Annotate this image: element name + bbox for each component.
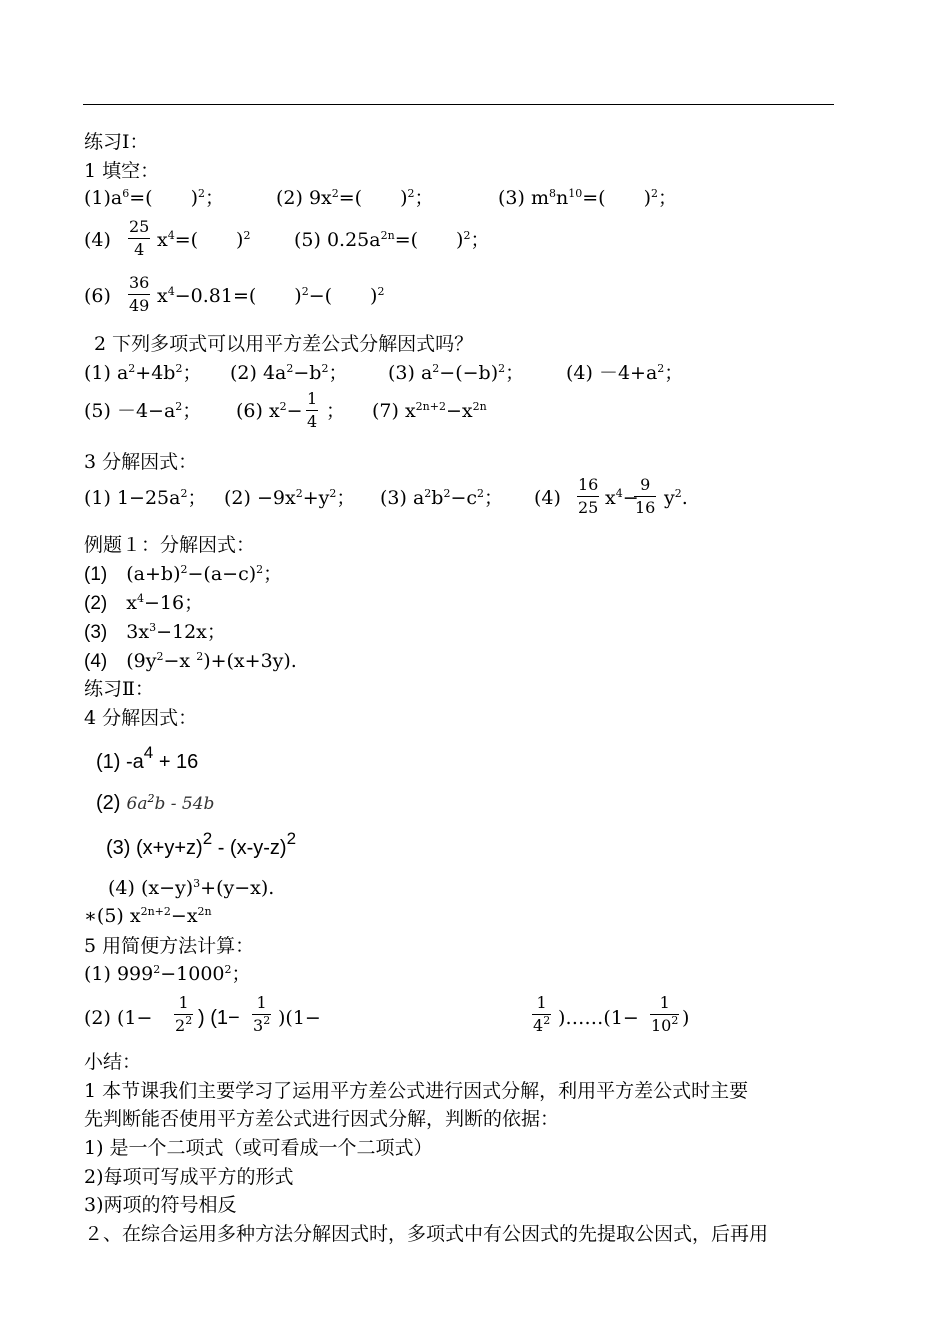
q5-item-2-start: (2) (1− bbox=[84, 1007, 153, 1029]
q1-item-5: (5) $0.25a^{2n}=$( )$^2$； bbox=[294, 229, 490, 251]
q1-item-4-rest: $x^4=$( )$^2$ bbox=[157, 229, 251, 251]
example1-item-4: (4) ($9y^2-x$ $^2$)+(x+3y). bbox=[84, 650, 297, 672]
q3-item-2: $(2) -9x^2+y^2$； bbox=[224, 487, 356, 509]
summary-line-2: 先判断能否使用平方差公式进行因式分解，判断的依据： bbox=[84, 1108, 560, 1130]
example1-item-2: (2) $x^4-16$； bbox=[84, 592, 204, 614]
q2-item-2: (2) $4a^2-b^2$； bbox=[230, 362, 348, 384]
q2-item-6-fraction: $\frac{1}{4}$ bbox=[307, 389, 318, 431]
q3-item-4-y: $y^2$. bbox=[664, 487, 688, 509]
q3-item-3: (3) $a^2b^2-c^2$； bbox=[380, 487, 504, 509]
summary-line-3: 1) 是一个二项式（或可看成一个二项式） bbox=[84, 1137, 433, 1159]
q5-item-1: (1) $999^2-1000^2$； bbox=[84, 963, 251, 985]
q2-title: 2 下列多项式可以用平方差公式分解因式吗？ bbox=[94, 333, 474, 355]
q5-frac-3: $\frac{1}{4^2}$ bbox=[533, 993, 551, 1035]
summary-line-1: 1 本节课我们主要学习了运用平方差公式进行因式分解，利用平方差公式时主要 bbox=[84, 1080, 749, 1102]
practice1-heading: 练习Ⅰ： bbox=[84, 131, 149, 153]
q3-item-4-fraction-1: $\frac{16}{25}$ bbox=[578, 475, 599, 517]
summary-line-4: 2)每项可写成平方的形式 bbox=[84, 1166, 294, 1188]
q2-item-6: (6) $x^2-$ bbox=[236, 400, 303, 422]
q1-line2 bbox=[84, 216, 704, 264]
q5-frac-1: $\frac{1}{2^2}$ bbox=[175, 993, 193, 1035]
example1-heading: 例题１：分解因式： bbox=[84, 534, 256, 556]
q4-item-4: (4) $(x-y)^3+(y-x)$. bbox=[108, 877, 275, 899]
q2-item-7: (7) $x^{2n+2}-x^{2n}$ bbox=[372, 400, 487, 422]
q1-item-6-label: (6) bbox=[84, 285, 111, 307]
q2-item-1: (1) $a^2+4b^2$； bbox=[84, 362, 202, 384]
q5-item-2-close-1: ) (1− bbox=[198, 1007, 240, 1029]
q1-item-3: (3) $m^8n^{10}=$( )$^2$； bbox=[498, 187, 677, 209]
q2-item-5: $(5) -4-a^2$； bbox=[84, 400, 202, 422]
summary-line-5: 3)两项的符号相反 bbox=[84, 1194, 237, 1216]
q5-item-2 bbox=[84, 990, 704, 1046]
q2-line2 bbox=[84, 386, 734, 436]
q5-title: 5 用简便方法计算： bbox=[84, 935, 255, 957]
q1-item-2: (2) $9x^2=$( )$^2$； bbox=[276, 187, 434, 209]
q1-item-4-label: (4) bbox=[84, 229, 111, 251]
q5-frac-4: $\frac{1}{10^2}$ bbox=[651, 993, 679, 1035]
q2-item-6-end: ； bbox=[326, 400, 346, 422]
q3-title: 3 分解因式： bbox=[84, 451, 198, 473]
q2-item-3: (3) $a^2-(-b)^2$； bbox=[388, 362, 525, 384]
q4-item-2: (2) $6a^2b - 54b$ bbox=[96, 792, 215, 814]
q1-title: 1 填空： bbox=[84, 160, 160, 182]
q4-item-5: ∗(5) $x^{2n+2}-x^{2n}$ bbox=[84, 905, 212, 927]
q1-item-1: $(1)a^6=$( )$^2$； bbox=[84, 187, 225, 209]
q1-item-6-fraction: $\frac{36}{49}$ bbox=[129, 273, 150, 315]
example1-item-1: (1) $(a+b)^2-(a-c)^2$； bbox=[84, 563, 283, 585]
q4-item-1: (1) $-a^4 + 16$ bbox=[96, 743, 199, 773]
q3-item-1: (1) $1-25a^2$； bbox=[84, 487, 207, 509]
q3-item-4-label: (4) bbox=[534, 487, 561, 509]
q1-line3 bbox=[84, 272, 704, 322]
q3-item-4-x: $x^4-$ bbox=[605, 487, 639, 509]
q2-line1 bbox=[84, 361, 734, 387]
q1-item-6-rest: $x^4-0.81=$( )$^2$−( )$^2$ bbox=[157, 285, 385, 307]
summary-heading: 小结： bbox=[84, 1051, 142, 1073]
q5-frac-2: $\frac{1}{3^2}$ bbox=[253, 993, 271, 1035]
q2-item-4: $(4) -4+a^2$； bbox=[566, 362, 684, 384]
q5-item-2-mid: )(1− bbox=[278, 1007, 321, 1029]
q1-item-4-fraction: $\frac{25}{4}$ bbox=[129, 217, 150, 259]
q3-line bbox=[84, 474, 734, 524]
q4-title: 4 分解因式： bbox=[84, 707, 198, 729]
header-rule bbox=[83, 104, 834, 105]
q1-line1 bbox=[84, 186, 704, 214]
summary-line-6: ２、在综合运用多种方法分解因式时，多项式中有公因式的先提取公因式，后再用 bbox=[84, 1223, 769, 1245]
q3-item-4-fraction-2: $\frac{9}{16}$ bbox=[635, 475, 656, 517]
q5-item-2-ellipsis: )……(1− bbox=[558, 1007, 639, 1029]
example1-item-3: (3) $3x^3-12x$； bbox=[84, 621, 226, 643]
q5-item-2-end: ) bbox=[682, 1007, 690, 1029]
q4-item-3: (3) $(x+y+z)^2 - (x-y-z)^2$ bbox=[106, 829, 297, 859]
practice2-heading: 练习Ⅱ： bbox=[84, 678, 154, 700]
